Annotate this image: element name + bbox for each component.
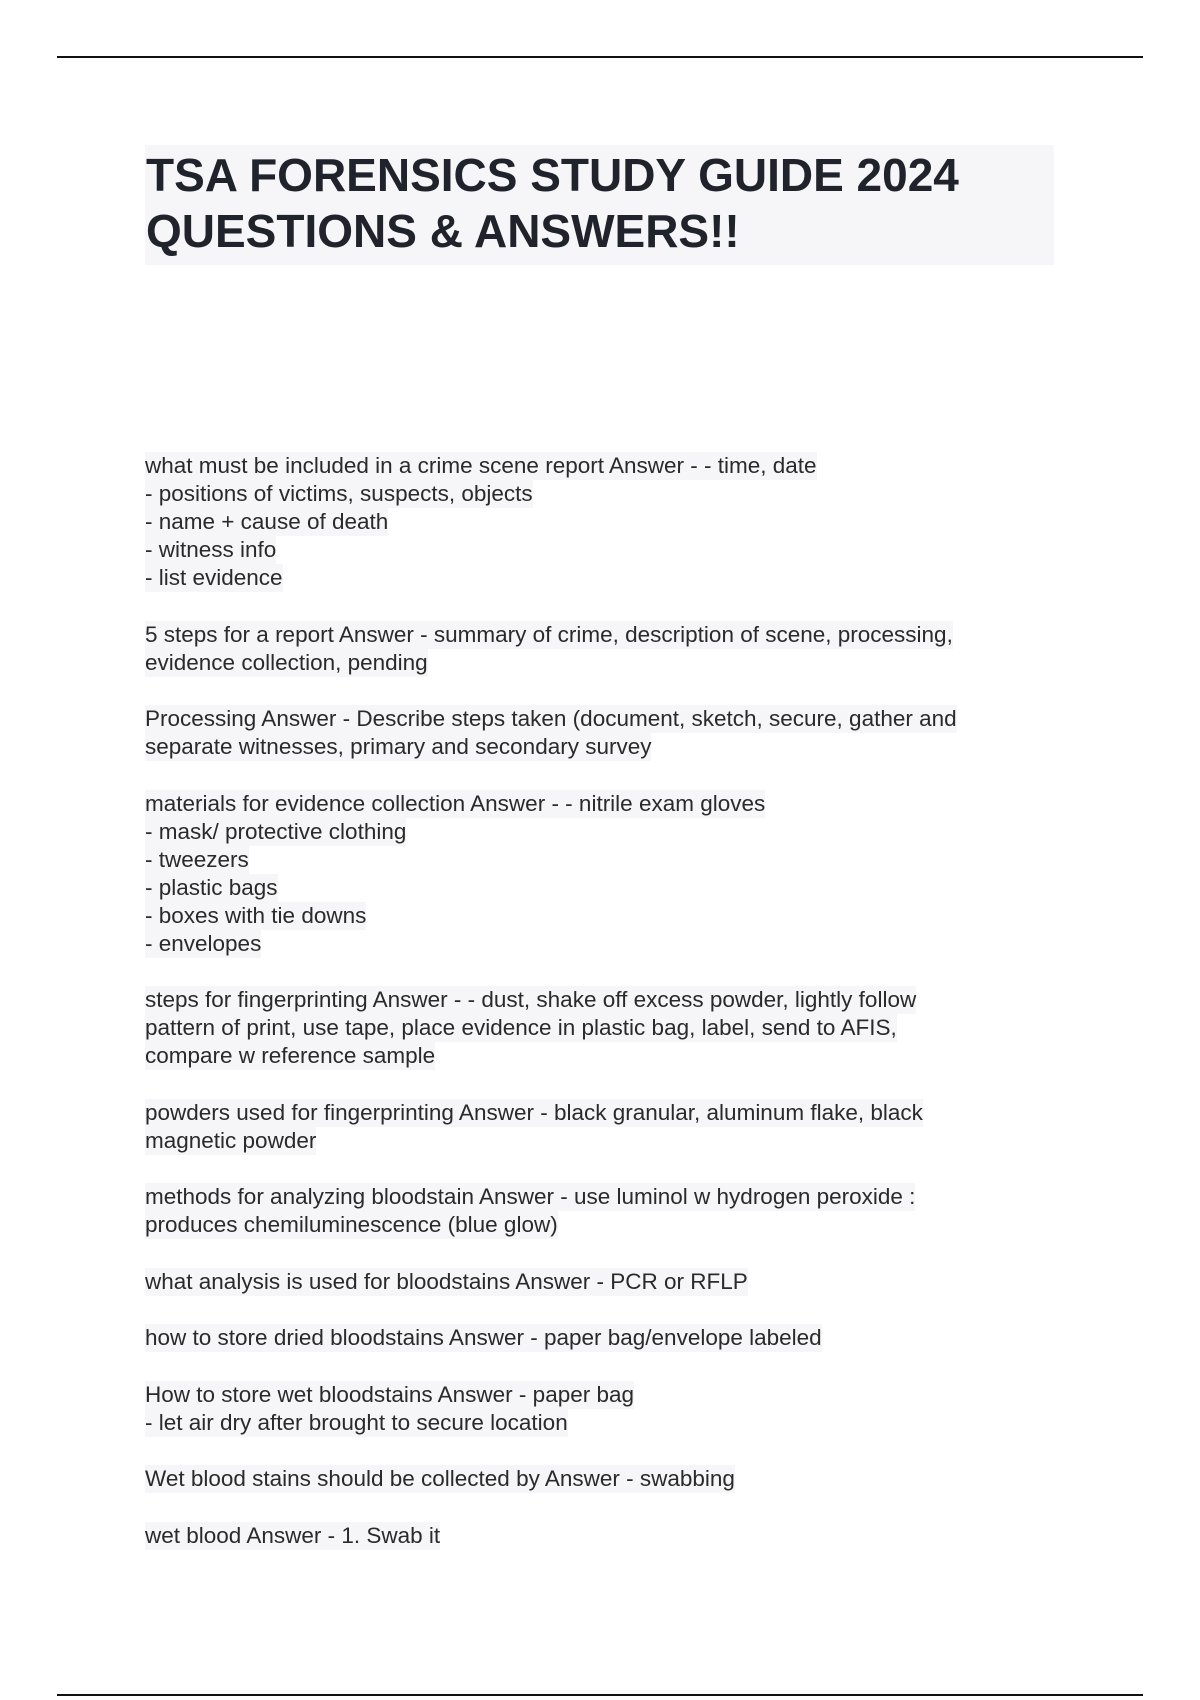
qa-question-line: steps for fingerprinting Answer - - dust, shake off excess powder, lightly follow — [145, 987, 917, 1012]
qa-question-line: methods for analyzing bloodstain Answer - use luminol w hydrogen peroxide : — [145, 1184, 916, 1209]
bottom-divider — [57, 1694, 1143, 1696]
qa-answer-line: - list evidence — [145, 565, 283, 590]
qa-question-line: How to store wet bloodstains Answer - paper bag — [145, 1381, 635, 1407]
top-divider — [57, 56, 1143, 58]
qa-item — [145, 790, 1045, 958]
qa-item — [145, 986, 1045, 1070]
qa-list — [145, 452, 1045, 1578]
qa-item — [145, 1465, 1045, 1493]
qa-answer-line: - envelopes — [145, 930, 262, 956]
qa-question-line: what analysis is used for bloodstains Answer - PCR or RFLP — [145, 1268, 748, 1294]
qa-question-line: wet blood Answer - 1. Swab it — [145, 1522, 441, 1548]
qa-answer-line: evidence collection, pending — [145, 649, 428, 675]
qa-item — [145, 1183, 1045, 1239]
qa-question-line: powders used for fingerprinting Answer - black granular, aluminum flake, black — [145, 1099, 923, 1125]
document-title — [145, 145, 1054, 265]
qa-question-line: 5 steps for a report Answer - summary of crime, description of scene, processing, — [145, 621, 953, 647]
qa-item — [145, 452, 1045, 592]
qa-item — [145, 1522, 1045, 1550]
qa-answer-line: separate witnesses, primary and secondary survey — [145, 734, 652, 759]
qa-answer-line: produces chemiluminescence (blue glow) — [145, 1212, 558, 1237]
qa-answer-line: compare w reference sample — [145, 1043, 436, 1068]
qa-answer-line: - witness info — [145, 537, 277, 562]
qa-question-line: materials for evidence collection Answer - - nitrile exam gloves — [145, 790, 766, 816]
qa-answer-line: - positions of victims, suspects, objects — [145, 481, 533, 506]
title-line: TSA FORENSICS STUDY GUIDE 2024 — [146, 149, 959, 201]
qa-answer-line: - plastic bags — [145, 874, 278, 900]
qa-item — [145, 705, 1045, 761]
qa-answer-line: pattern of print, use tape, place evidence in plastic bag, label, send to AFIS, — [145, 1015, 897, 1040]
qa-answer-line: - name + cause of death — [145, 509, 389, 534]
qa-answer-line: - let air dry after brought to secure location — [145, 1409, 568, 1435]
qa-answer-line: - mask/ protective clothing — [145, 818, 407, 844]
qa-item — [145, 1381, 1045, 1437]
title-line: QUESTIONS & ANSWERS!! — [146, 205, 740, 257]
qa-question-line: Processing Answer - Describe steps taken (document, sketch, secure, gather and — [145, 706, 957, 731]
qa-item — [145, 1099, 1045, 1155]
qa-item — [145, 621, 1045, 677]
qa-question-line: how to store dried bloodstains Answer - paper bag/envelope labeled — [145, 1325, 822, 1350]
qa-question-line: Wet blood stains should be collected by Answer - swabbing — [145, 1466, 735, 1491]
qa-answer-line: - tweezers — [145, 846, 249, 872]
qa-answer-line: magnetic powder — [145, 1127, 317, 1153]
qa-answer-line: - boxes with tie downs — [145, 902, 367, 928]
qa-item — [145, 1268, 1045, 1296]
qa-question-line: what must be included in a crime scene report Answer - - time, date — [145, 453, 817, 478]
qa-item — [145, 1324, 1045, 1352]
